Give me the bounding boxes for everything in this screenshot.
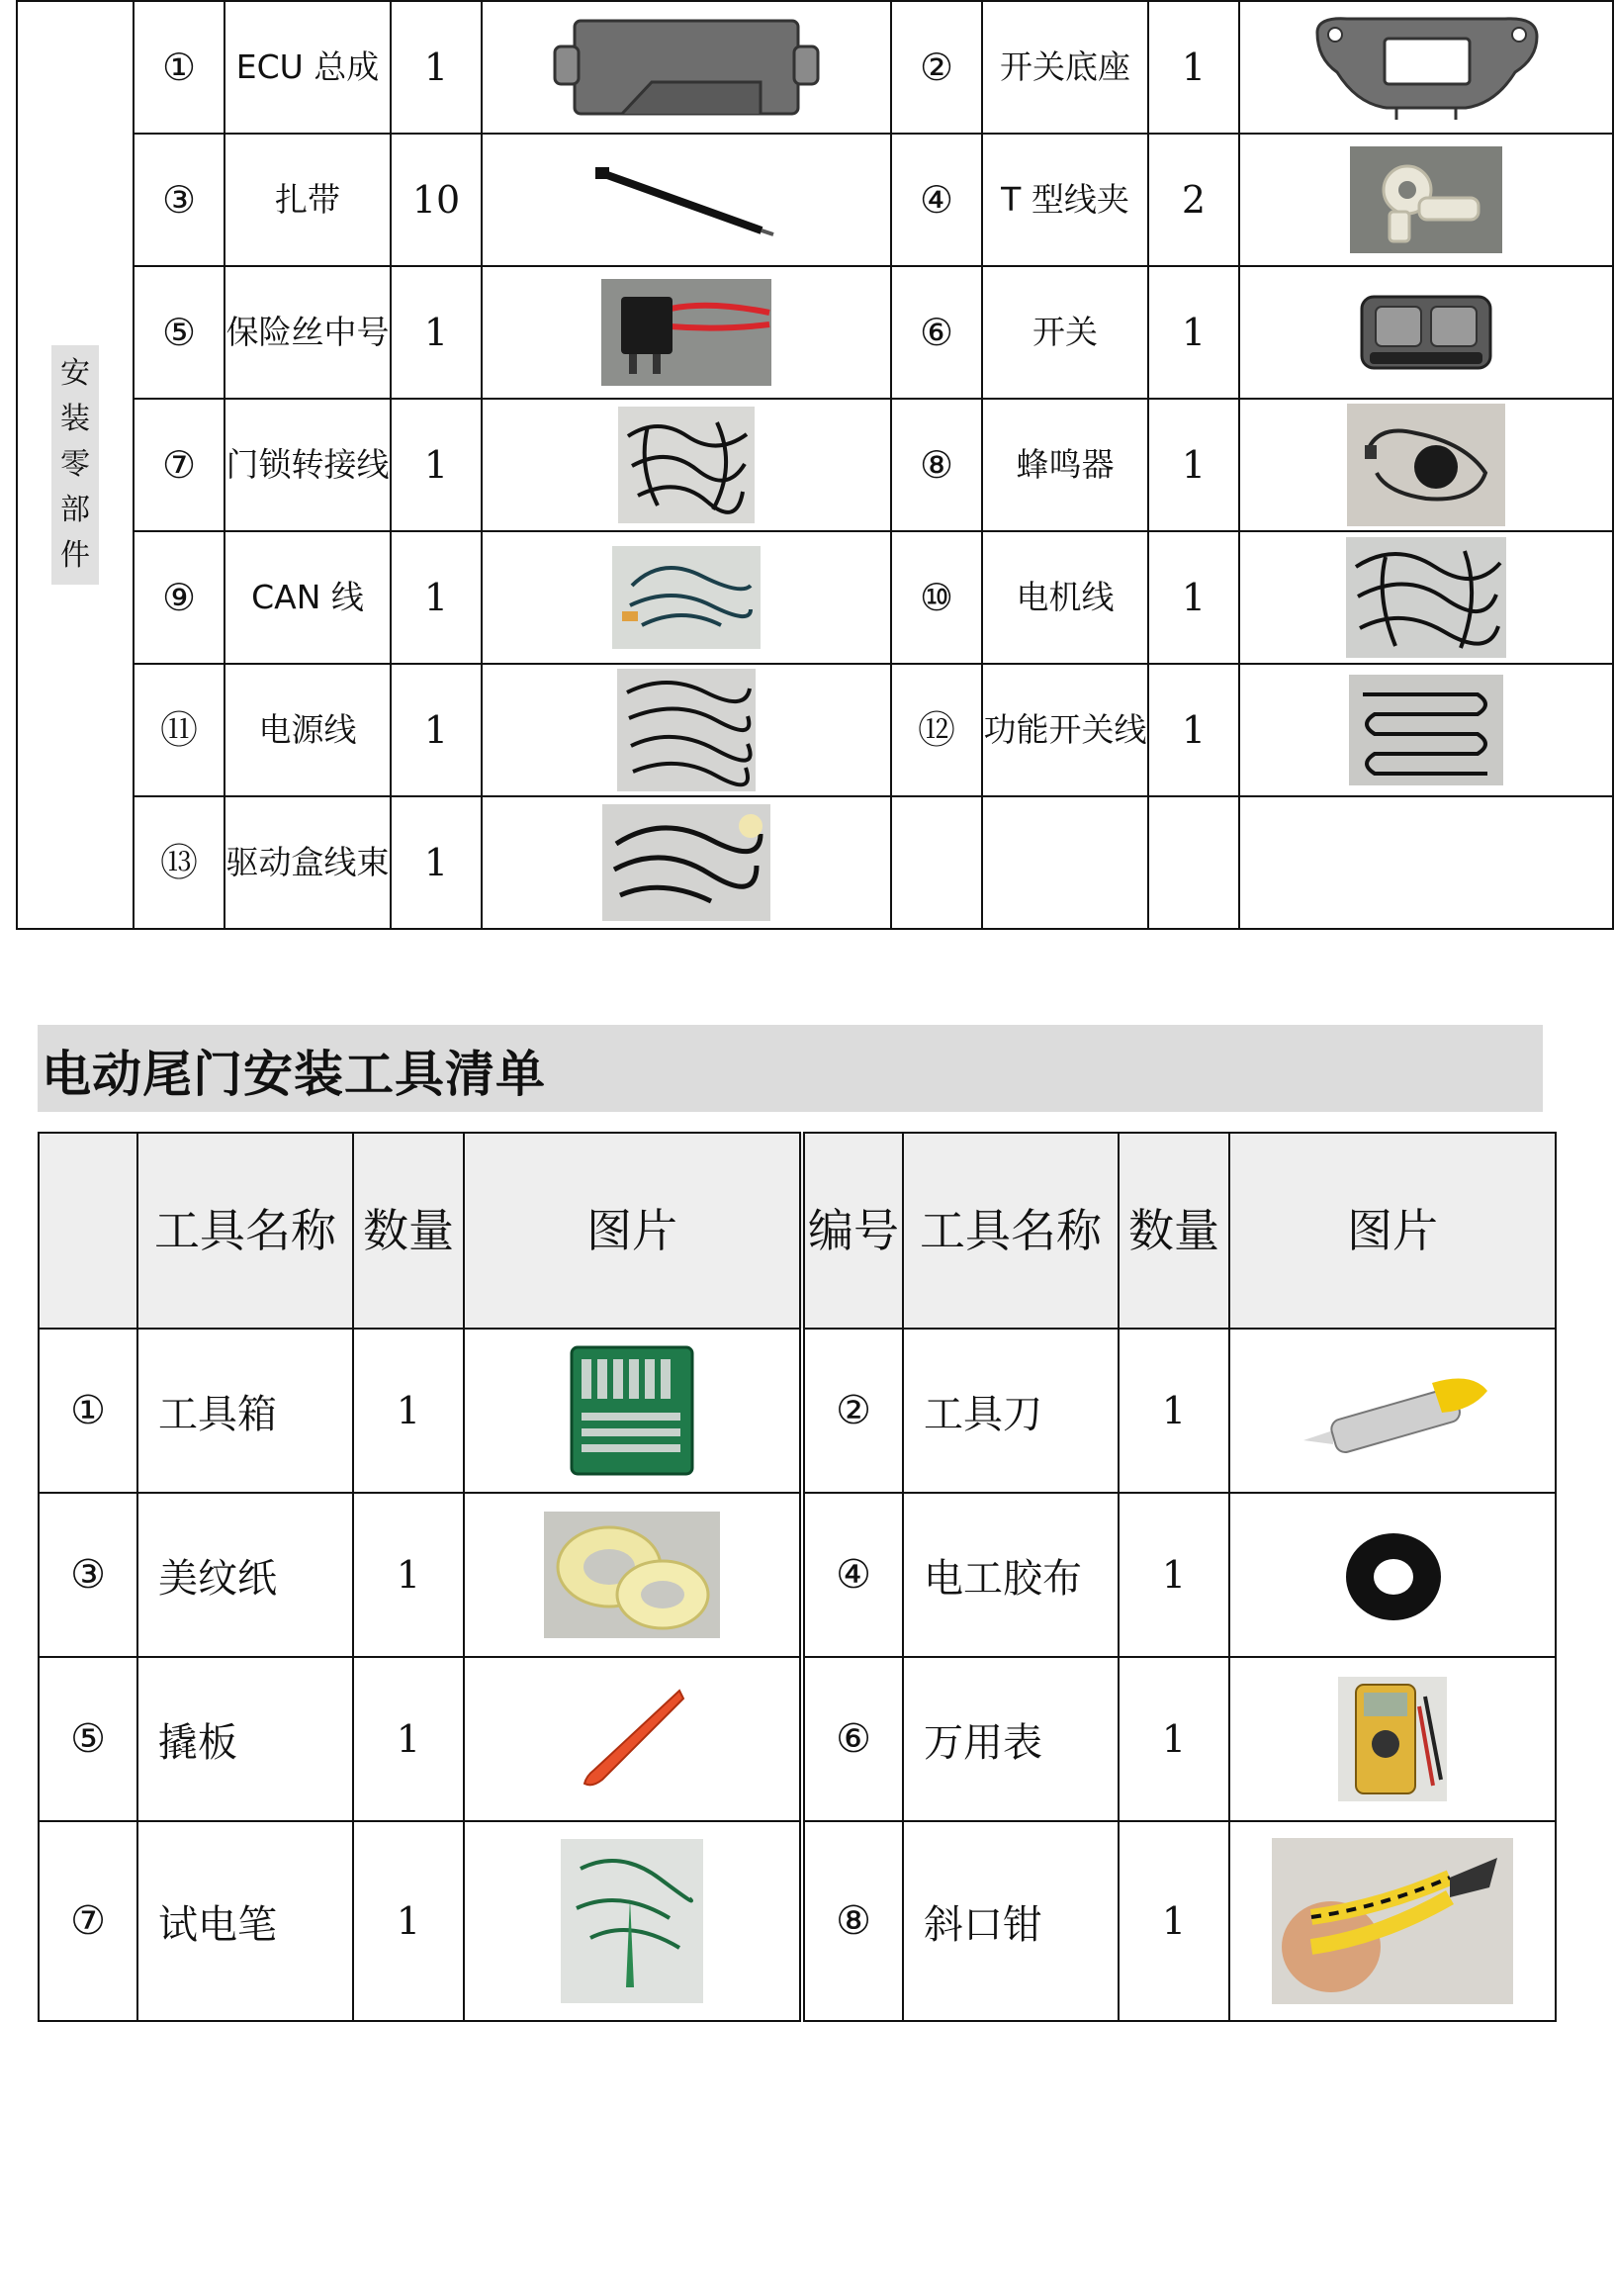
parts-row — [17, 664, 1613, 796]
tool-name: 试电笔 — [137, 1821, 353, 2021]
tool-index: ⑥ — [802, 1657, 903, 1821]
parts-row — [17, 796, 1613, 929]
cable-tie-icon — [587, 155, 785, 244]
fuse-tap-icon — [601, 279, 771, 386]
header-image: 图片 — [1229, 1133, 1556, 1329]
part-qty: 1 — [1148, 664, 1239, 796]
lock-harness-icon — [618, 407, 755, 523]
tool-name: 斜口钳 — [903, 1821, 1119, 2021]
tools-row — [39, 1493, 1556, 1657]
part-index: ① — [134, 1, 224, 134]
power-cable-icon — [617, 669, 756, 791]
test-pen-icon — [561, 1839, 703, 2003]
tool-name: 电工胶布 — [903, 1493, 1119, 1657]
tool-image-masking-tape — [464, 1493, 802, 1657]
tools-header-row — [39, 1133, 1556, 1329]
part-name: 电源线 — [224, 664, 391, 796]
electrical-tape-icon — [1338, 1525, 1447, 1624]
tool-qty: 1 — [1119, 1329, 1229, 1493]
part-name: 驱动盒线束 — [224, 796, 391, 929]
empty-cell — [891, 796, 982, 929]
empty-cell — [1148, 796, 1239, 929]
parts-row — [17, 399, 1613, 531]
part-image-switch — [1239, 266, 1613, 399]
toolbox-icon — [568, 1343, 696, 1478]
tool-name: 万用表 — [903, 1657, 1119, 1821]
part-name: 保险丝中号 — [224, 266, 391, 399]
tools-row — [39, 1821, 1556, 2021]
header-tool-name: 工具名称 — [903, 1133, 1119, 1329]
part-qty: 10 — [391, 134, 482, 266]
tool-index: ③ — [39, 1493, 137, 1657]
tool-image-utility-knife — [1229, 1329, 1556, 1493]
part-qty: 1 — [391, 399, 482, 531]
tool-name: 撬板 — [137, 1657, 353, 1821]
parts-row — [17, 134, 1613, 266]
ecu-box-icon — [553, 13, 820, 122]
tool-image-toolbox — [464, 1329, 802, 1493]
parts-row — [17, 531, 1613, 664]
part-image-drive-box-harness — [482, 796, 891, 929]
tool-index: ② — [802, 1329, 903, 1493]
header-qty: 数量 — [353, 1133, 464, 1329]
tools-row — [39, 1657, 1556, 1821]
part-image-can-cable — [482, 531, 891, 664]
part-image-motor-cable — [1239, 531, 1613, 664]
part-name: T 型线夹 — [982, 134, 1148, 266]
part-index: ② — [891, 1, 982, 134]
tool-index: ⑤ — [39, 1657, 137, 1821]
part-index: ⑩ — [891, 531, 982, 664]
utility-knife-icon — [1294, 1361, 1491, 1460]
part-index: ③ — [134, 134, 224, 266]
part-index: ④ — [891, 134, 982, 266]
tool-index: ⑦ — [39, 1821, 137, 2021]
part-name: 开关底座 — [982, 1, 1148, 134]
part-name: 扎带 — [224, 134, 391, 266]
tool-name: 工具刀 — [903, 1329, 1119, 1493]
part-index: ⑤ — [134, 266, 224, 399]
installation-parts-table — [16, 0, 1614, 930]
can-cable-icon — [612, 546, 761, 649]
tool-index: ⑧ — [802, 1821, 903, 2021]
part-index: ⑨ — [134, 531, 224, 664]
pry-tool-icon — [573, 1685, 691, 1793]
multimeter-icon — [1338, 1677, 1447, 1801]
part-qty: 1 — [1148, 531, 1239, 664]
part-name: 功能开关线 — [982, 664, 1148, 796]
part-qty: 1 — [391, 664, 482, 796]
part-image-fuse-tap — [482, 266, 891, 399]
tool-image-pry-tool — [464, 1657, 802, 1821]
header-image: 图片 — [464, 1133, 802, 1329]
tool-image-multimeter — [1229, 1657, 1556, 1821]
tools-table — [38, 1132, 1557, 2022]
drive-box-harness-icon — [602, 804, 770, 921]
tool-qty: 1 — [1119, 1821, 1229, 2021]
part-index: ⑦ — [134, 399, 224, 531]
tools-row — [39, 1329, 1556, 1493]
tool-index: ④ — [802, 1493, 903, 1657]
tool-qty: 1 — [353, 1493, 464, 1657]
part-qty: 1 — [391, 796, 482, 929]
part-qty: 1 — [1148, 1, 1239, 134]
part-image-cable-tie — [482, 134, 891, 266]
part-name: 蜂鸣器 — [982, 399, 1148, 531]
part-name: ECU 总成 — [224, 1, 391, 134]
header-tool-name: 工具名称 — [137, 1133, 353, 1329]
part-qty: 1 — [1148, 399, 1239, 531]
switch-base-icon — [1307, 13, 1545, 122]
part-image-lock-harness — [482, 399, 891, 531]
part-image-power-cable — [482, 664, 891, 796]
part-qty: 2 — [1148, 134, 1239, 266]
tool-qty: 1 — [353, 1329, 464, 1493]
part-image-buzzer — [1239, 399, 1613, 531]
part-index: ⑧ — [891, 399, 982, 531]
parts-row — [17, 1, 1613, 134]
part-image-t-clip — [1239, 134, 1613, 266]
part-index: ⑬ — [134, 796, 224, 929]
tool-name: 美纹纸 — [137, 1493, 353, 1657]
header-qty: 数量 — [1119, 1133, 1229, 1329]
header-index — [39, 1133, 137, 1329]
parts-row — [17, 266, 1613, 399]
function-switch-cable-icon — [1349, 675, 1503, 785]
part-name: CAN 线 — [224, 531, 391, 664]
tool-image-electrical-tape — [1229, 1493, 1556, 1657]
part-index: ⑪ — [134, 664, 224, 796]
tools-section-title: 电动尾门安装工具清单 — [42, 1046, 546, 1103]
part-qty: 1 — [391, 1, 482, 134]
part-qty: 1 — [391, 531, 482, 664]
part-name: 开关 — [982, 266, 1148, 399]
tool-image-test-pen — [464, 1821, 802, 2021]
part-name: 门锁转接线 — [224, 399, 391, 531]
tool-image-diagonal-pliers — [1229, 1821, 1556, 2021]
tool-qty: 1 — [1119, 1657, 1229, 1821]
part-qty: 1 — [391, 266, 482, 399]
empty-cell — [982, 796, 1148, 929]
motor-cable-icon — [1346, 537, 1506, 658]
part-index: ⑥ — [891, 266, 982, 399]
t-clip-icon — [1350, 146, 1502, 253]
tool-qty: 1 — [1119, 1493, 1229, 1657]
tool-qty: 1 — [353, 1821, 464, 2021]
tools-section-heading — [38, 1025, 1543, 1112]
buzzer-icon — [1347, 404, 1505, 526]
part-image-ecu-box — [482, 1, 891, 134]
tool-name: 工具箱 — [137, 1329, 353, 1493]
empty-cell — [1239, 796, 1613, 929]
part-name: 电机线 — [982, 531, 1148, 664]
header-index: 编号 — [802, 1133, 903, 1329]
part-image-switch-base — [1239, 1, 1613, 134]
part-image-function-switch-cable — [1239, 664, 1613, 796]
switch-icon — [1360, 293, 1492, 372]
masking-tape-icon — [544, 1512, 720, 1638]
diagonal-pliers-icon — [1272, 1838, 1513, 2004]
parts-side-label: 安 装 零 部 件 — [17, 1, 134, 929]
tool-index: ① — [39, 1329, 137, 1493]
tool-qty: 1 — [353, 1657, 464, 1821]
part-index: ⑫ — [891, 664, 982, 796]
part-qty: 1 — [1148, 266, 1239, 399]
